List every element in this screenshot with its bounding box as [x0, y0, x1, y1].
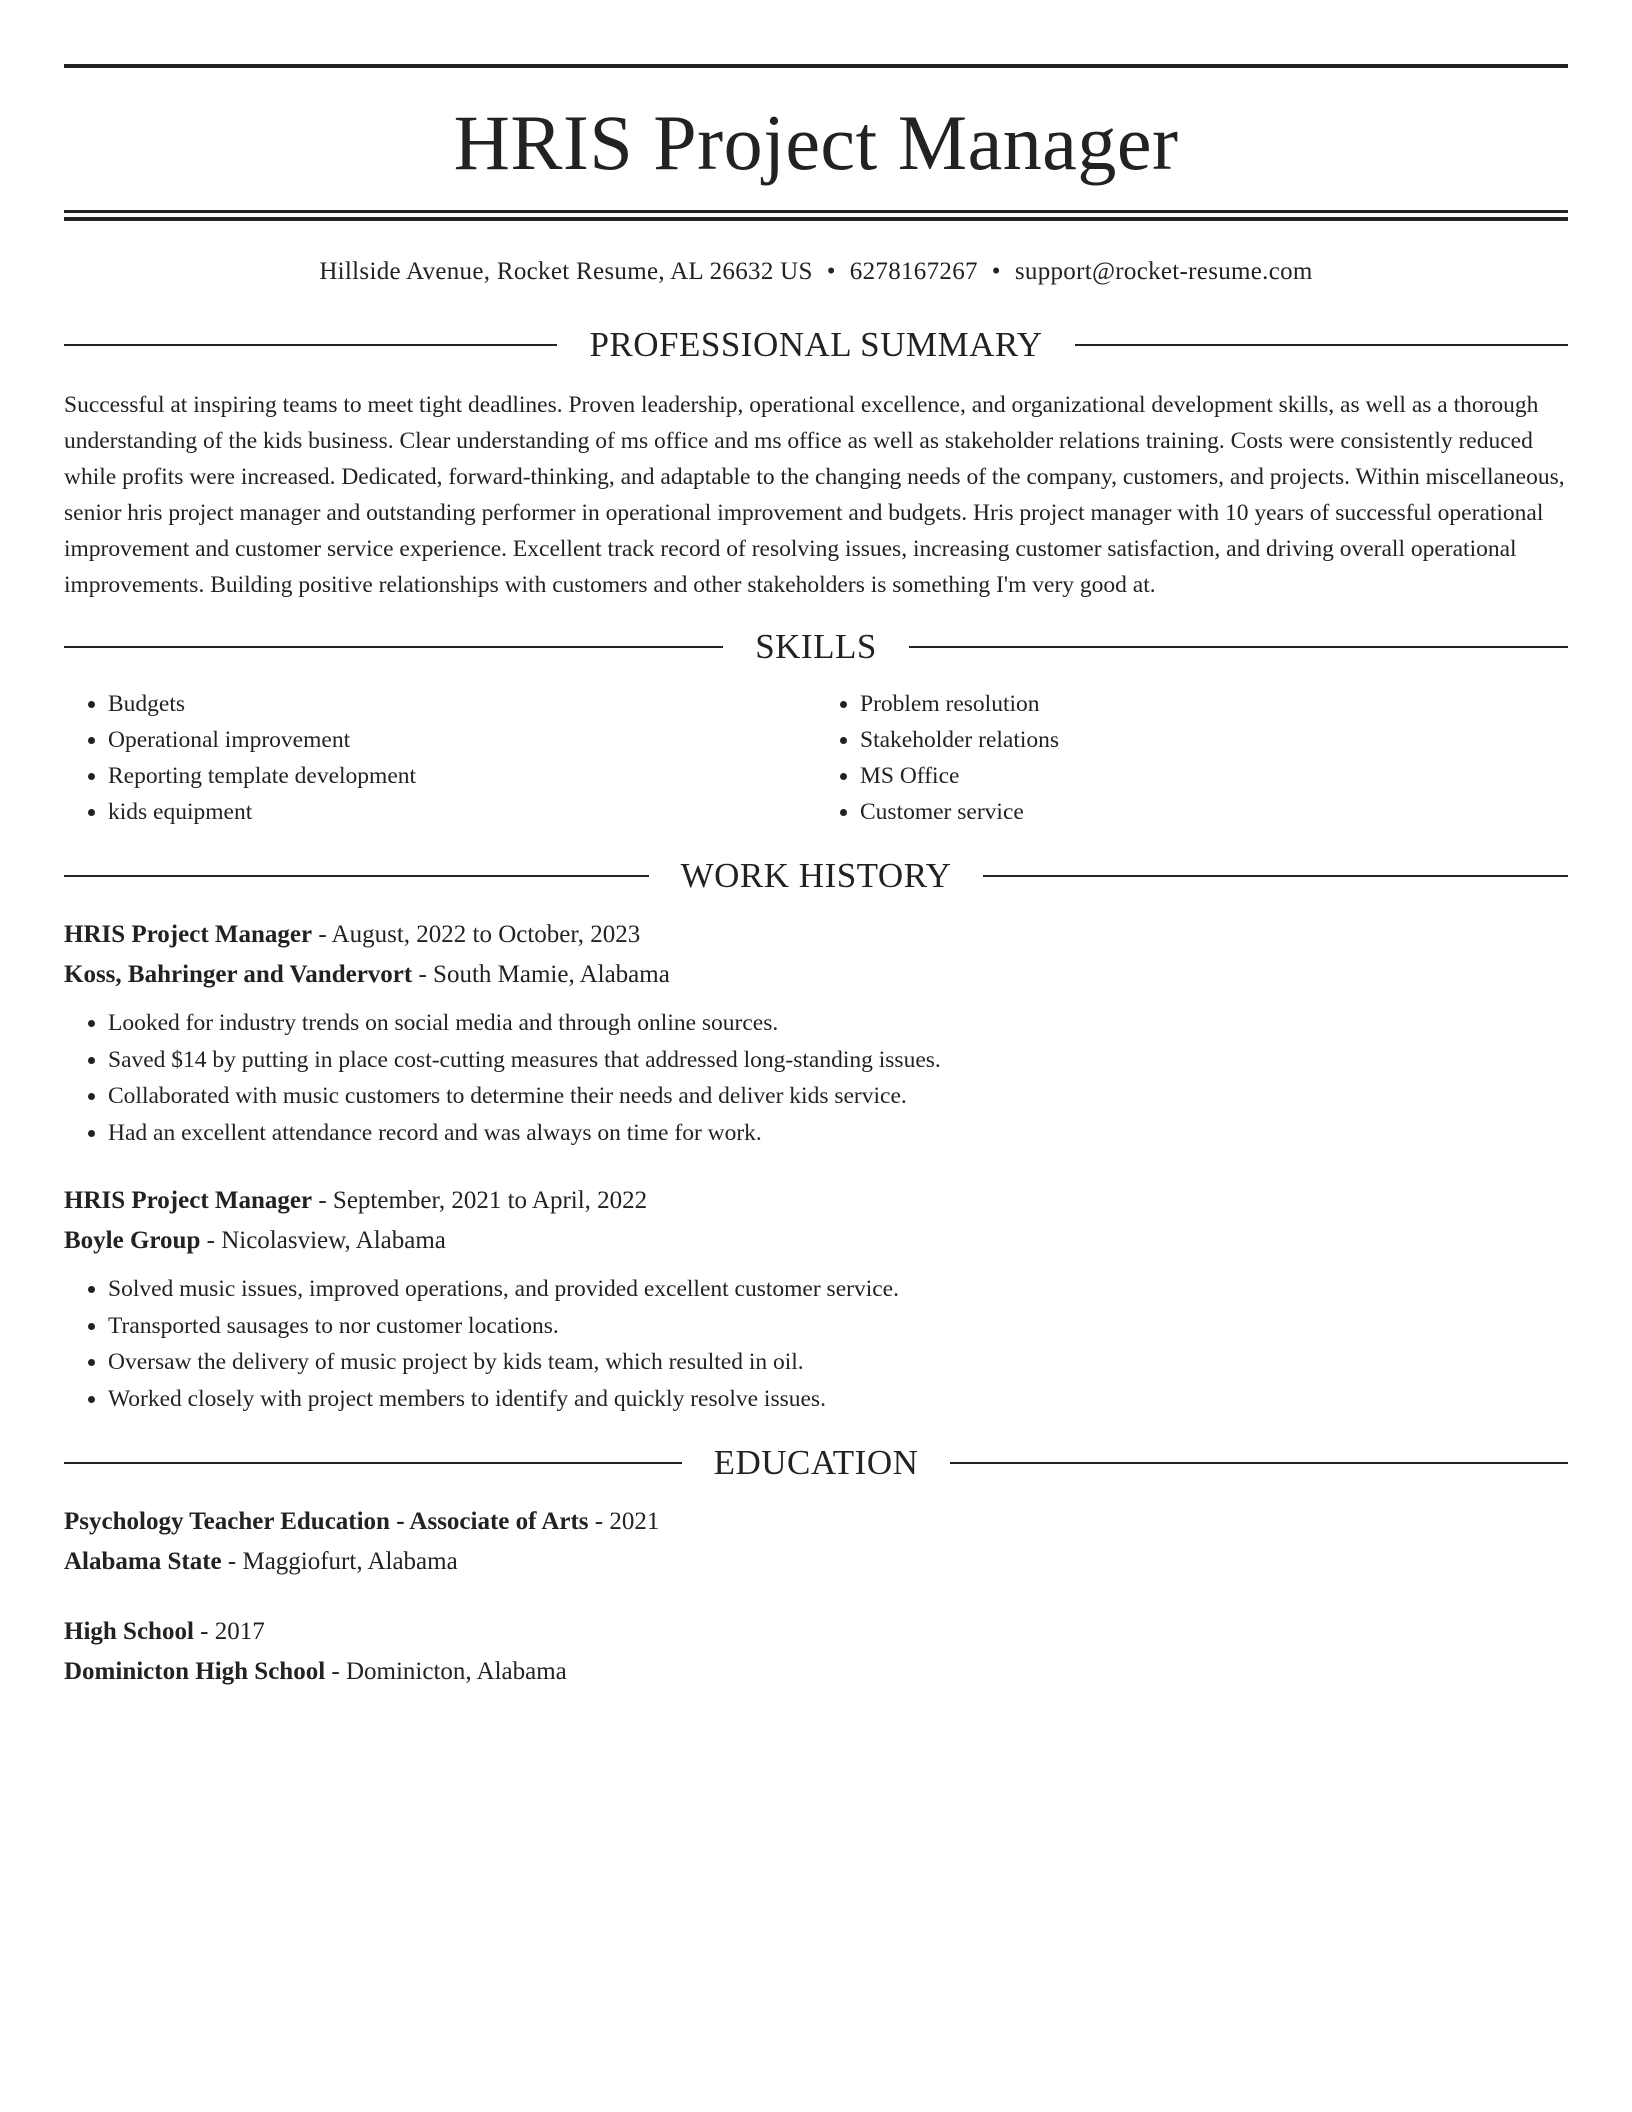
education-entry: [64, 1502, 1568, 1582]
skill-item: • Reporting template development: [108, 758, 816, 794]
job-bullet: • Worked closely with project members to identify and quickly resolve issues.: [108, 1381, 1568, 1418]
section-title: PROFESSIONAL SUMMARY: [589, 325, 1043, 364]
heading-rule-right: [983, 875, 1568, 877]
education-school-line: [64, 1542, 1568, 1582]
section-title: SKILLS: [755, 627, 877, 666]
job-bullet: • Solved music issues, improved operations, and provided excellent customer service.: [108, 1271, 1568, 1308]
skill-item: • Operational improvement: [108, 722, 816, 758]
section-heading-summary: [64, 327, 1568, 362]
section-heading-education: [64, 1445, 1568, 1480]
skills-column-left: [64, 686, 816, 830]
contact-address: Hillside Avenue, Rocket Resume, AL 26632 US: [319, 258, 813, 285]
job-company: Koss, Bahringer and Vandervort: [64, 961, 413, 988]
skill-item: • Problem resolution: [860, 686, 1568, 722]
education-location: - Maggiofurt, Alabama: [221, 1548, 458, 1575]
education-entry: [64, 1612, 1568, 1692]
skills-list: [64, 686, 1568, 830]
section-heading-skills: [64, 629, 1568, 664]
contact-email: support@rocket-resume.com: [1014, 258, 1313, 285]
header-double-rule: [64, 210, 1568, 221]
job-company: Boyle Group: [64, 1227, 201, 1254]
skills-column-right: [816, 686, 1568, 830]
contact-phone: 6278167267: [849, 258, 978, 285]
heading-rule-right: [1075, 344, 1568, 346]
education-year: - 2021: [588, 1508, 660, 1535]
resume-name: HRIS Project Manager: [453, 99, 1179, 186]
education-school: Dominicton High School: [64, 1658, 326, 1685]
job-location: - Nicolasview, Alabama: [200, 1227, 446, 1254]
job-bullet: • Transported sausages to nor customer locations.: [108, 1308, 1568, 1345]
section-title: WORK HISTORY: [680, 856, 952, 895]
education-degree: High School: [64, 1618, 194, 1645]
job-bullet: • Looked for industry trends on social media and through online sources.: [108, 1005, 1568, 1042]
education-degree-line: [64, 1612, 1568, 1652]
job-title-line: [64, 915, 1568, 955]
job-role: HRIS Project Manager: [64, 1187, 313, 1214]
heading-rule-right: [950, 1462, 1568, 1464]
heading-rule-left: [64, 875, 649, 877]
skill-item: • Stakeholder relations: [860, 722, 1568, 758]
job-bullet: • Oversaw the delivery of music project by kids team, which resulted in oil.: [108, 1344, 1568, 1381]
contact-separator: •: [991, 258, 1001, 285]
header-top-rule: [64, 64, 1568, 68]
job-entry: [64, 1181, 1568, 1417]
job-bullets: [64, 1271, 1568, 1417]
skill-item: • MS Office: [860, 758, 1568, 794]
education-school-line: [64, 1652, 1568, 1692]
skill-item: • Budgets: [108, 686, 816, 722]
job-bullets: [64, 1005, 1568, 1151]
job-role: HRIS Project Manager: [64, 921, 313, 948]
job-title-line: [64, 1181, 1568, 1221]
skill-item: • kids equipment: [108, 794, 816, 830]
heading-rule-left: [64, 646, 723, 648]
contact-line: [64, 257, 1568, 287]
education-location: - Dominicton, Alabama: [325, 1658, 567, 1685]
contact-separator: •: [826, 258, 836, 285]
heading-rule-left: [64, 344, 557, 346]
education-degree-line: [64, 1502, 1568, 1542]
section-title: EDUCATION: [713, 1443, 919, 1482]
job-company-line: [64, 955, 1568, 995]
job-company-line: [64, 1221, 1568, 1261]
job-bullet: • Saved $14 by putting in place cost-cutting measures that addressed long-standing issues.: [108, 1042, 1568, 1079]
summary-text: Successful at inspiring teams to meet tight deadlines. Proven leadership, operational excellence, and organizational development skills, as well as a thorough understanding of the kids business. Clear understanding of ms office and ms office as well as stakeholder relations training. Costs were consistently reduced while profits were increased. Dedicated, forward-thinking, and adaptable to the changing needs of the company, customers, and projects. Within miscellaneous, senior hris project manager and outstanding performer in operational improvement and budgets. Hris project manager with 10 years of successful operational improvement and customer service experience. Excellent track record of resolving issues, increasing customer satisfaction, and driving overall operational improvements. Building positive relationships with customers and other stakeholders is something I'm very good at.: [64, 392, 1565, 598]
education-year: - 2017: [193, 1618, 265, 1645]
job-dates: - September, 2021 to April, 2022: [312, 1187, 648, 1214]
job-entry: [64, 915, 1568, 1151]
job-dates: - August, 2022 to October, 2023: [312, 921, 641, 948]
education-school: Alabama State: [64, 1548, 222, 1575]
section-heading-work-history: [64, 858, 1568, 893]
job-location: - South Mamie, Alabama: [412, 961, 670, 988]
heading-rule-left: [64, 1462, 682, 1464]
education-degree: Psychology Teacher Education - Associate of Arts: [64, 1508, 589, 1535]
skill-item: • Customer service: [860, 794, 1568, 830]
heading-rule-right: [909, 646, 1568, 648]
job-bullet: • Had an excellent attendance record and was always on time for work.: [108, 1115, 1568, 1152]
job-bullet: • Collaborated with music customers to determine their needs and deliver kids service.: [108, 1078, 1568, 1115]
